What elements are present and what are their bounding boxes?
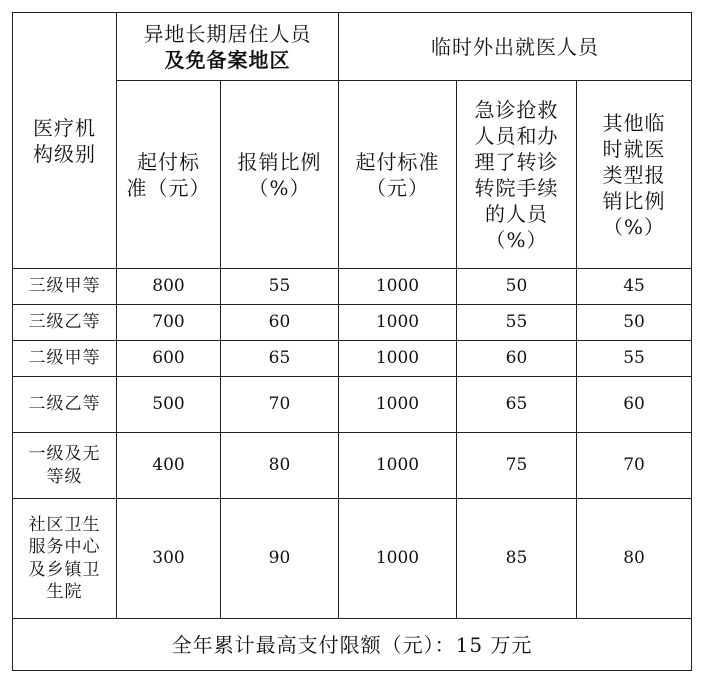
col-header-tmp-threshold — [339, 81, 457, 269]
col-header-line: （%） — [248, 175, 311, 200]
col-header-line: 其他临 — [602, 110, 666, 135]
cell-level-line: 社区卫生 — [28, 515, 101, 536]
group-header-long-term — [117, 13, 339, 81]
footer-row — [13, 619, 692, 671]
cell-tmp-threshold: 1000 — [339, 341, 457, 377]
cell-level — [13, 341, 117, 377]
col-header-line: （%） — [603, 214, 666, 239]
col-header-line: 类型报 — [602, 162, 666, 187]
cell-lt-ratio: 70 — [221, 377, 339, 433]
cell-level-line: 等级 — [46, 466, 83, 487]
col-header-line: 的人员 — [485, 201, 548, 226]
col-header-line: 急诊抢救 — [474, 97, 559, 122]
cell-tmp-emergency: 75 — [457, 433, 577, 499]
col-header-lt-ratio — [221, 81, 339, 269]
table-row — [13, 377, 692, 433]
cell-lt-ratio: 55 — [221, 269, 339, 305]
col-header-line: 起付标准 — [355, 149, 440, 174]
cell-tmp-threshold: 1000 — [339, 269, 457, 305]
cell-level-line: 服务中心 — [28, 537, 101, 558]
cell-lt-threshold: 800 — [117, 269, 221, 305]
cell-tmp-other: 60 — [577, 377, 692, 433]
col-header-line: 时就医 — [602, 136, 666, 161]
header-row-groups — [13, 13, 692, 81]
col-header-line: 人员和办 — [474, 123, 559, 148]
cell-level-line: 及乡镇卫 — [28, 559, 101, 580]
cell-lt-ratio: 60 — [221, 305, 339, 341]
cell-lt-ratio: 80 — [221, 433, 339, 499]
cell-tmp-other: 45 — [577, 269, 692, 305]
cell-tmp-emergency: 55 — [457, 305, 577, 341]
col-header-line: 转院手续 — [474, 175, 559, 200]
reimbursement-table — [12, 12, 692, 671]
cell-tmp-emergency: 65 — [457, 377, 577, 433]
col-header-line: （%） — [485, 227, 548, 252]
col-header-line: 报销比例 — [237, 149, 322, 174]
table-row — [13, 269, 692, 305]
cell-level — [13, 269, 117, 305]
group-header-long-term-line1: 异地长期居住人员 — [143, 21, 312, 46]
col-header-level — [13, 13, 117, 269]
cell-tmp-threshold: 1000 — [339, 377, 457, 433]
cell-tmp-threshold: 1000 — [339, 433, 457, 499]
cell-lt-threshold: 700 — [117, 305, 221, 341]
group-header-long-term-line2: 及免备案地区 — [164, 47, 291, 72]
cell-tmp-other: 55 — [577, 341, 692, 377]
cell-level — [13, 377, 117, 433]
cell-tmp-other: 70 — [577, 433, 692, 499]
cell-lt-ratio: 90 — [221, 499, 339, 619]
table-row — [13, 499, 692, 619]
cell-level — [13, 433, 117, 499]
cell-level-line: 三级甲等 — [28, 276, 101, 297]
col-header-level-line: 医疗机 — [33, 115, 96, 140]
cell-level-line: 二级甲等 — [28, 348, 101, 369]
col-header-level-line: 构级别 — [33, 141, 96, 166]
col-header-line: 理了转诊 — [474, 149, 559, 174]
cell-level — [13, 305, 117, 341]
cell-level — [13, 499, 117, 619]
col-header-line: 准（元） — [126, 175, 211, 200]
cell-level-line: 一级及无 — [28, 444, 101, 465]
cell-tmp-emergency: 60 — [457, 341, 577, 377]
cell-tmp-other: 80 — [577, 499, 692, 619]
cell-level-line: 二级乙等 — [28, 394, 101, 415]
cell-lt-ratio: 65 — [221, 341, 339, 377]
cell-tmp-threshold: 1000 — [339, 499, 457, 619]
cell-lt-threshold: 400 — [117, 433, 221, 499]
table-row — [13, 433, 692, 499]
col-header-line: 起付标 — [137, 149, 200, 174]
annual-limit-note: 全年累计最高支付限额（元）：15 万元 — [13, 619, 692, 671]
col-header-line: （元） — [366, 175, 429, 200]
cell-tmp-emergency: 85 — [457, 499, 577, 619]
col-header-tmp-emergency — [457, 81, 577, 269]
table-row — [13, 305, 692, 341]
col-header-lt-threshold — [117, 81, 221, 269]
cell-level-line: 三级乙等 — [28, 312, 101, 333]
cell-tmp-other: 50 — [577, 305, 692, 341]
cell-lt-threshold: 600 — [117, 341, 221, 377]
group-header-temporary: 临时外出就医人员 — [339, 13, 692, 81]
cell-tmp-threshold: 1000 — [339, 305, 457, 341]
col-header-tmp-other — [577, 81, 692, 269]
cell-tmp-emergency: 50 — [457, 269, 577, 305]
cell-level-line: 生院 — [46, 581, 83, 602]
table-row — [13, 341, 692, 377]
col-header-line: 销比例 — [602, 188, 666, 213]
cell-lt-threshold: 300 — [117, 499, 221, 619]
cell-lt-threshold: 500 — [117, 377, 221, 433]
